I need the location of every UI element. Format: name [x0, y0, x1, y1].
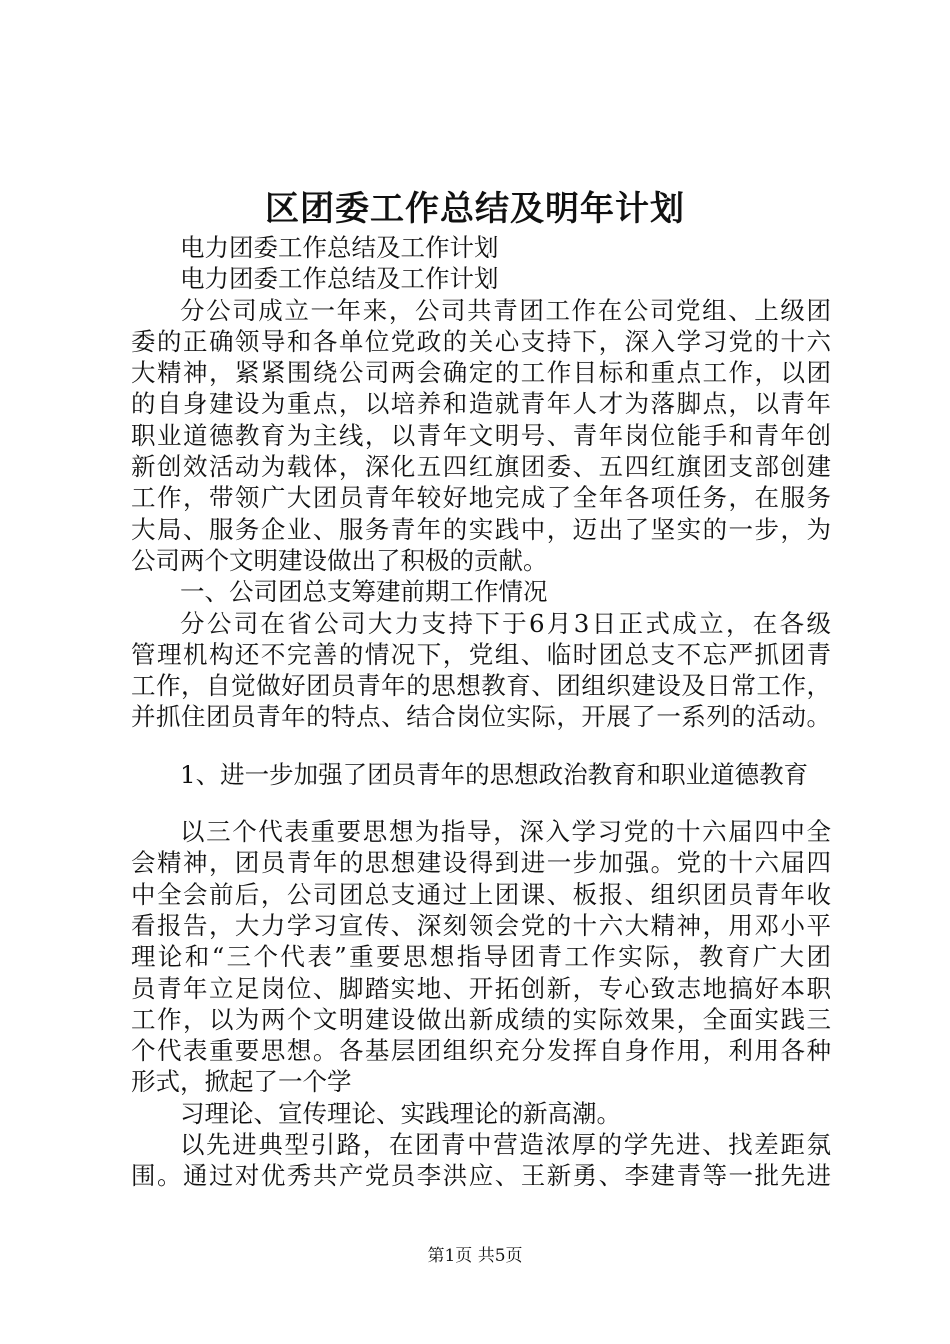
paragraph-line: 工作，带领广大团员青年较好地完成了全年各项任务，在服务	[131, 483, 831, 513]
page-indicator: 第1页 共5页	[427, 1246, 523, 1266]
paragraph-spacer	[131, 790, 831, 816]
paragraph-line: 公司两个文明建设做出了积极的贡献。	[131, 545, 548, 575]
paragraph-line: 习理论、宣传理论、实践理论的新高潮。	[180, 1098, 621, 1128]
paragraph-line: 大局、服务企业、服务青年的实践中，迈出了坚实的一步，为	[131, 514, 831, 544]
paragraph-line: 的自身建设为重点，以培养和造就青年人才为落脚点，以青年	[131, 389, 831, 419]
paragraph-line: 个代表重要思想。各基层团组织充分发挥自身作用，利用各种	[131, 1036, 831, 1066]
paragraph-line: 大精神，紧紧围绕公司两会确定的工作目标和重点工作，以团	[131, 358, 831, 388]
paragraph-line: 分公司在省公司大力支持下于6月3日正式成立，在各级	[180, 608, 831, 638]
paragraph-spacer	[131, 733, 831, 759]
paragraph-line: 看报告，大力学习宣传、深刻领会党的十六大精神，用邓小平	[131, 910, 831, 940]
paragraph-line: 理论和“三个代表”重要思想指导团青工作实际，教育广大团	[131, 942, 831, 972]
paragraph-line: 职业道德教育为主线，以青年文明号、青年岗位能手和青年创	[131, 420, 831, 450]
paragraph-line: 管理机构还不完善的情况下，党组、临时团总支不忘严抓团青	[131, 639, 831, 669]
paragraph-line: 以三个代表重要思想为指导，深入学习党的十六届四中全	[180, 817, 831, 847]
paragraph-line: 新创效活动为载体，深化五四红旗团委、五四红旗团支部创建	[131, 452, 831, 482]
document-title: 区团委工作总结及明年计划	[265, 189, 685, 229]
document-body	[131, 232, 831, 1192]
paragraph-line: 会精神，团员青年的思想建设得到进一步加强。党的十六届四	[131, 848, 831, 878]
section-heading: 一、公司团总支筹建前期工作情况	[180, 577, 548, 607]
paragraph-line: 分公司成立一年来，公司共青团工作在公司党组、上级团	[180, 295, 831, 325]
paragraph-line: 委的正确领导和各单位党政的关心支持下，深入学习党的十六	[131, 326, 831, 356]
paragraph-line: 员青年立足岗位、脚踏实地、开拓创新，专心致志地搞好本职	[131, 973, 831, 1003]
paragraph-line: 工作，自觉做好团员青年的思想教育、团组织建设及日常工作，	[131, 671, 831, 701]
paragraph-line: 形式，掀起了一个学	[131, 1067, 352, 1097]
subtitle-line: 电力团委工作总结及工作计划	[180, 264, 499, 294]
paragraph-line: 工作，以为两个文明建设做出新成绩的实际效果，全面实践三	[131, 1004, 831, 1034]
paragraph-line: 以先进典型引路，在团青中营造浓厚的学先进、找差距氛	[180, 1130, 831, 1160]
paragraph-line: 中全会前后，公司团总支通过上团课、板报、组织团员青年收	[131, 879, 831, 909]
paragraph-line: 并抓住团员青年的特点、结合岗位实际，开展了一系列的活动。	[131, 702, 831, 732]
paragraph-line: 围。通过对优秀共产党员李洪应、王新勇、李建青等一批先进	[131, 1161, 831, 1191]
subsection-heading: 1、进一步加强了团员青年的思想政治教育和职业道德教育	[180, 759, 809, 789]
subtitle-line: 电力团委工作总结及工作计划	[180, 233, 499, 262]
